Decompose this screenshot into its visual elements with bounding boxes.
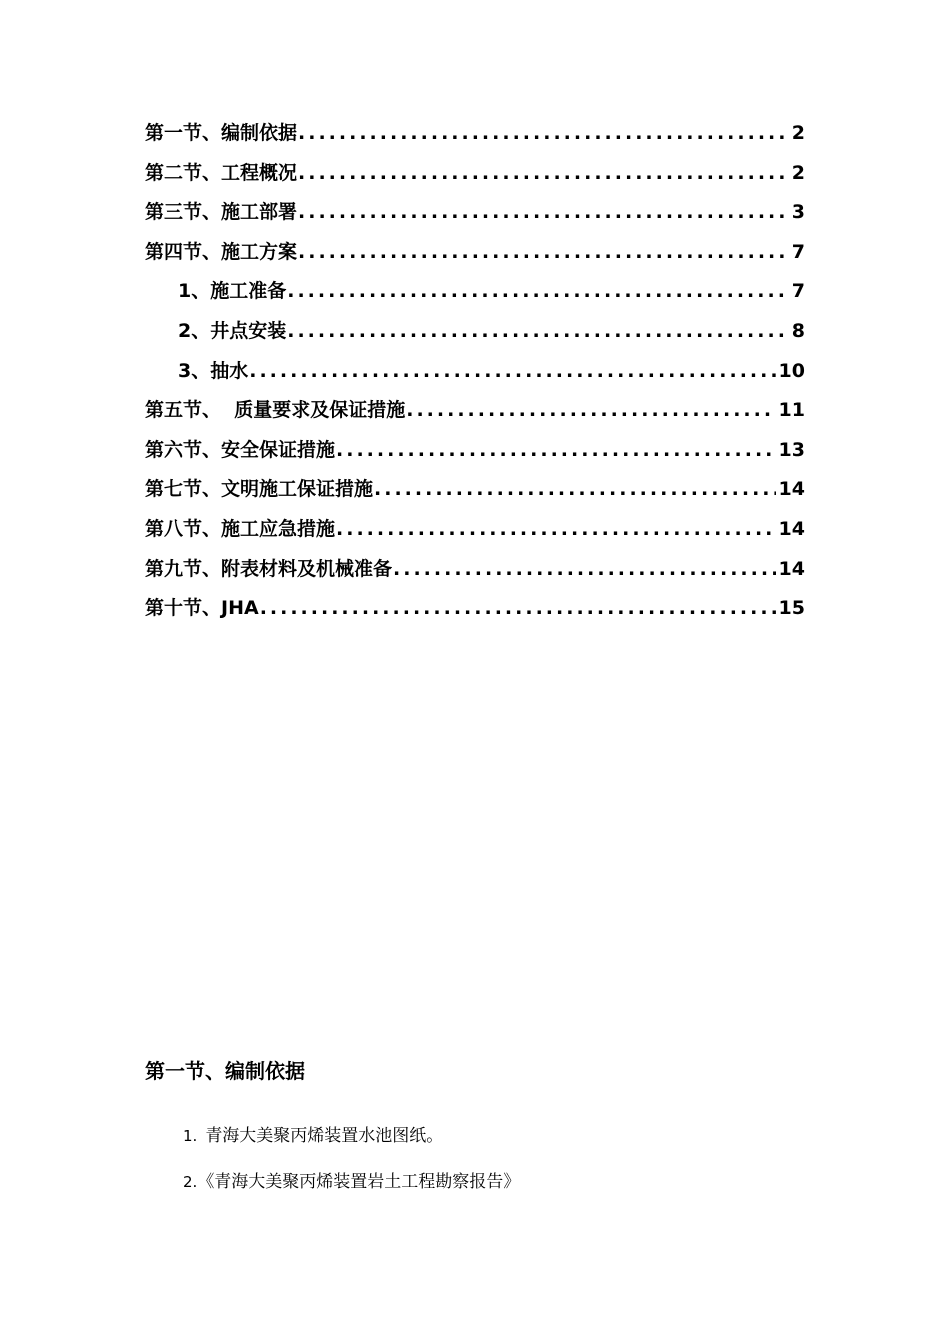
- toc-entry-page: 7: [791, 240, 805, 263]
- toc-dot-leader: [374, 478, 776, 500]
- list-item: [183, 1170, 520, 1216]
- toc-dot-leader: [298, 122, 789, 144]
- toc-entry-title: 第三节、施工部署: [145, 201, 298, 224]
- toc-entry[interactable]: [145, 197, 805, 237]
- toc-entry-title: 第一节、编制依据: [145, 122, 298, 144]
- toc-entry-page: 14: [778, 517, 805, 540]
- toc-dot-leader: [287, 280, 789, 302]
- toc-entry[interactable]: [145, 158, 805, 198]
- toc-subentry[interactable]: [145, 316, 805, 356]
- toc-dot-leader: [406, 399, 775, 421]
- toc-entry-page: 10: [778, 359, 805, 382]
- toc-dot-leader: [298, 162, 789, 184]
- toc-entry-title: 第六节、安全保证措施: [145, 438, 336, 461]
- toc-entry[interactable]: [145, 435, 805, 475]
- section-heading: 第一节、编制依据: [145, 1059, 305, 1083]
- list-item-number: 1.: [183, 1127, 198, 1145]
- toc-entry-page: 7: [791, 280, 805, 303]
- toc-entry-page: 13: [778, 438, 805, 461]
- toc-dot-leader: [336, 518, 776, 540]
- toc-entry-title: 2、井点安装: [178, 319, 287, 342]
- toc-dot-leader: [336, 439, 776, 461]
- toc-entry-title: 第十节、JHA: [145, 597, 259, 620]
- toc-entry-page: 2: [791, 122, 805, 144]
- list-item-text: 《青海大美聚丙烯装置岩土工程勘察报告》: [197, 1172, 521, 1192]
- toc-entry-title: 3、抽水: [178, 359, 249, 382]
- toc-entry-title: 第七节、文明施工保证措施: [145, 478, 374, 501]
- list-item-number: 2.: [183, 1173, 198, 1191]
- toc-subentry[interactable]: [145, 276, 805, 316]
- toc-dot-leader: [287, 320, 789, 342]
- toc-entry[interactable]: [145, 395, 805, 435]
- toc-dot-leader: [249, 360, 775, 382]
- toc-entry[interactable]: [145, 474, 805, 514]
- toc-entry-page: 8: [791, 319, 805, 342]
- toc-entry-page: 15: [778, 597, 805, 620]
- list-item: [183, 1124, 520, 1170]
- toc-subentry[interactable]: [145, 356, 805, 396]
- toc-entry-title: 第八节、施工应急措施: [145, 517, 336, 540]
- toc-entry-page: 11: [778, 399, 805, 422]
- toc-dot-leader: [298, 241, 789, 263]
- toc-entry[interactable]: [145, 514, 805, 554]
- toc-entry[interactable]: [145, 118, 805, 158]
- toc-dot-leader: [298, 201, 789, 223]
- toc-entry-title: 第五节、 质量要求及保证措施: [145, 399, 406, 422]
- toc-entry-page: 3: [791, 201, 805, 224]
- toc-dot-leader: [393, 558, 776, 580]
- basis-list: [183, 1124, 520, 1216]
- toc-entry-title: 1、施工准备: [178, 280, 287, 303]
- toc-entry[interactable]: [145, 593, 805, 633]
- table-of-contents: [145, 118, 805, 633]
- toc-entry-title: 第四节、施工方案: [145, 240, 298, 263]
- toc-entry-page: 14: [778, 478, 805, 501]
- toc-entry-page: 2: [791, 161, 805, 184]
- toc-entry[interactable]: [145, 554, 805, 594]
- toc-dot-leader: [260, 597, 776, 619]
- toc-entry-title: 第九节、附表材料及机械准备: [145, 557, 393, 580]
- toc-entry-title: 第二节、工程概况: [145, 161, 298, 184]
- toc-entry-page: 14: [778, 557, 805, 580]
- toc-entry[interactable]: [145, 237, 805, 277]
- list-item-text: 青海大美聚丙烯装置水池图纸。: [205, 1126, 444, 1146]
